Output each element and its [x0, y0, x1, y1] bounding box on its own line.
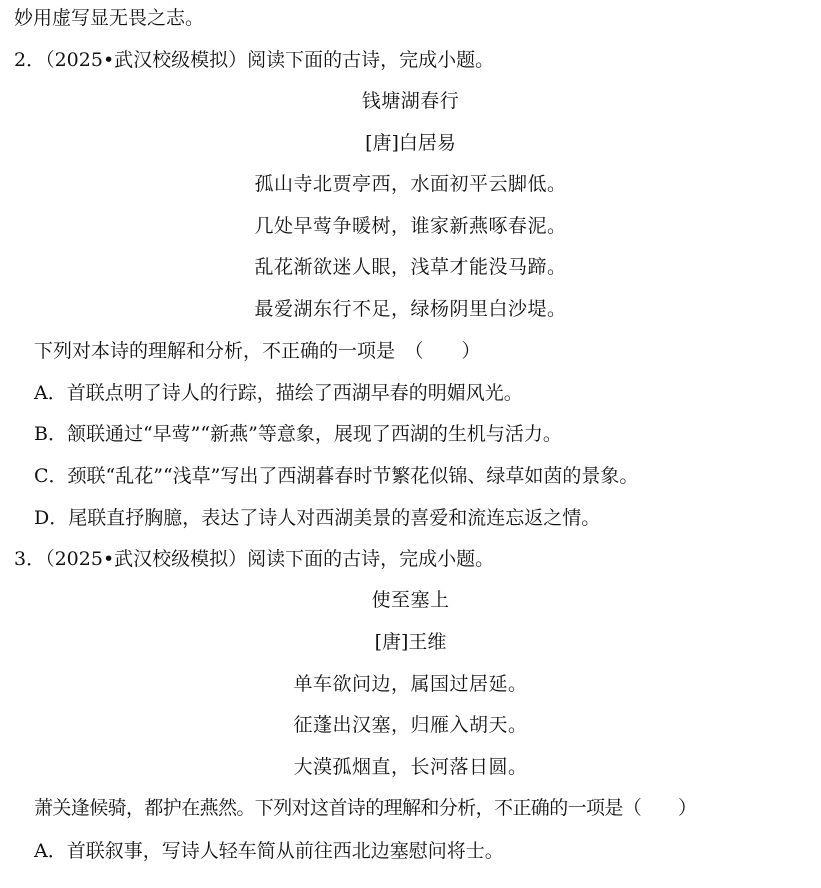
- question-2-poem-title: 钱塘湖春行: [361, 90, 460, 112]
- question-3-poem-author: [唐]王维: [374, 631, 447, 653]
- question-2-option-d: D．尾联直抒胸臆，表达了诗人对西湖美景的喜爱和流连忘返之情。: [34, 507, 601, 529]
- question-2-poem-line: 孤山寺北贾亭西，水面初平云脚低。: [254, 173, 567, 195]
- question-3-header: 3．（2025•武汉校级模拟）阅读下面的古诗，完成小题。: [14, 548, 495, 570]
- question-3-option-a: A．首联叙事，写诗人轻车简从前往西北边塞慰问将士。: [34, 840, 504, 862]
- question-2-poem-line: 几处早莺争暖树，谁家新燕啄春泥。: [254, 215, 567, 237]
- question-2-poem-line: 乱花渐欲迷人眼，浅草才能没马蹄。: [254, 256, 567, 278]
- question-3-poem-line: 大漠孤烟直，长河落日圆。: [293, 756, 528, 778]
- question-2-option-a: A．首联点明了诗人的行踪，描绘了西湖早春的明媚风光。: [34, 382, 523, 404]
- question-3-poem-line: 征蓬出汉塞，归雁入胡天。: [293, 714, 528, 736]
- question-2-option-b: B．颔联通过“早莺”“新燕”等意象，展现了西湖的生机与活力。: [34, 423, 562, 445]
- question-2-poem-author: [唐]白居易: [365, 132, 456, 154]
- question-3-poem-title: 使至塞上: [371, 589, 450, 611]
- previous-answer-tail: 妙用虚写显无畏之志。: [14, 7, 205, 29]
- question-2-poem-line: 最爱湖东行不足，绿杨阴里白沙堤。: [254, 298, 567, 320]
- question-3-poem-line: 单车欲问边，属国过居延。: [293, 673, 528, 695]
- question-2-option-c: C．颈联“乱花”“浅草”写出了西湖暮春时节繁花似锦、绿草如茵的景象。: [34, 465, 639, 487]
- question-3-stem: 萧关逢候骑，都护在燕然。下列对这首诗的理解和分析，不正确的一项是（ ）: [34, 797, 697, 819]
- question-2-stem: 下列对本诗的理解和分析，不正确的一项是 （ ）: [34, 340, 481, 362]
- question-2-header: 2．（2025•武汉校级模拟）阅读下面的古诗，完成小题。: [14, 49, 495, 71]
